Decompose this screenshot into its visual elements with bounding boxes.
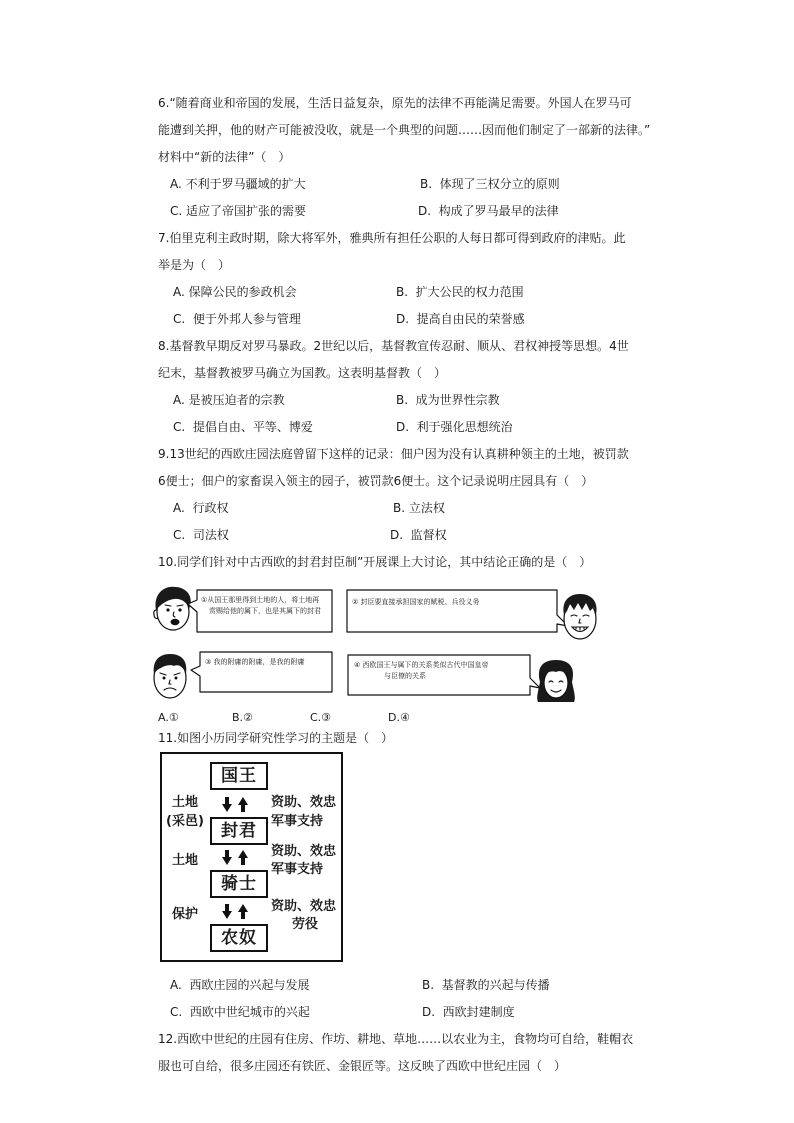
q7-stem-line-1: 7.伯里克利主政时期，除大将军外，雅典所有担任公职的人每日都可得到政府的津贴。此 <box>158 231 626 245</box>
q7-option-a: A. 保障公民的参政机会 <box>173 285 297 299</box>
bubble-4-line-2: 与臣僚的关系 <box>384 672 426 680</box>
up-arrow-icon <box>238 904 248 919</box>
left-eye <box>166 608 169 611</box>
q12-stem-line-2: 服也可自给，很多庄园还有铁匠、金银匠等。这反映了西欧中世纪庄园（ ） <box>158 1059 567 1073</box>
speech-bubble-2 <box>347 590 568 632</box>
up-arrow-icon <box>238 797 248 812</box>
arrow-pair-2 <box>222 850 252 865</box>
q6-option-d: D. 构成了罗马最早的法律 <box>418 204 559 218</box>
q6-stem-line-3: 材料中“新的法律”（ ） <box>158 150 291 164</box>
q8-stem-line-2: 纪末，基督教被罗马确立为国教。这表明基督教（ ） <box>158 366 447 380</box>
q8-stem-line-1: 8.基督教早期反对罗马暴政。2世纪以后，基督教宣传忍耐、顺从、君权神授等思想。4世 <box>158 339 629 353</box>
left-eye <box>163 677 166 680</box>
girl-face-4-illustration <box>537 660 575 702</box>
boy-face-1-illustration <box>154 587 191 630</box>
q9-option-a: A. 行政权 <box>173 501 229 515</box>
rank-box-knight: 骑士 <box>210 870 268 898</box>
feudal-hierarchy-diagram <box>160 752 343 962</box>
q9-option-d: D. 监督权 <box>390 528 447 542</box>
discussion-speech-bubbles-figure <box>148 582 608 707</box>
right-eye <box>175 677 178 680</box>
q6-stem-line-2: 能遭到关押，他的财产可能被没收，就是一个典型的问题……因而他们制定了一部新的法律。” <box>158 123 651 137</box>
up-label-military-1: 军事支持 <box>271 814 324 829</box>
up-label-military-2: 军事支持 <box>271 862 324 877</box>
q7-option-b: B. 扩大公民的权力范围 <box>396 285 524 299</box>
q7-option-c: C. 便于外邦人参与管理 <box>173 312 301 326</box>
bubble-2-line-1: ② 封臣要直接承担国家的赋税、兵役义务 <box>352 598 480 606</box>
q10-option-d: D.④ <box>388 711 410 724</box>
open-mouth <box>171 619 180 625</box>
arrow-pair-1 <box>222 797 252 812</box>
down-arrow-icon <box>222 797 232 812</box>
up-label-support-loyalty-3: 资助、效忠 <box>271 899 337 914</box>
q9-option-c: C. 司法权 <box>173 528 229 542</box>
down-label-fief: (采邑) <box>166 814 204 829</box>
up-arrow-icon <box>238 850 248 865</box>
q6-stem-line-1: 6.“随着商业和帝国的发展，生活日益复杂，原先的法律不再能满足需要。外国人在罗马可 <box>158 96 632 110</box>
q11-option-d: D. 西欧封建制度 <box>422 1005 515 1019</box>
down-label-protection: 保护 <box>172 907 199 922</box>
rank-box-serf: 农奴 <box>210 924 268 952</box>
bubble-4-line-1: ④ 西欧国王与属下的关系类似古代中国皇帝 <box>354 661 489 669</box>
q9-stem-line-2: 6便士；佃户的家畜误入领主的园子，被罚款6便士。这个记录说明庄园具有（ ） <box>158 474 594 488</box>
q6-option-b: B. 体现了三权分立的原则 <box>420 177 560 191</box>
down-arrow-icon <box>222 850 232 865</box>
q10-option-a: A.① <box>158 711 179 724</box>
down-label-land: 土地 <box>172 795 199 810</box>
up-label-support-loyalty-2: 资助、效忠 <box>271 844 337 859</box>
q6-option-a: A. 不利于罗马疆域的扩大 <box>170 177 306 191</box>
boy-face-3-illustration <box>154 654 187 698</box>
bubble-1-line-1: ①从国王那里得到土地的人，将土地再 <box>201 596 320 604</box>
q11-option-a: A. 西欧庄园的兴起与发展 <box>170 978 310 992</box>
q6-option-c: C. 适应了帝国扩张的需要 <box>170 204 307 218</box>
bubble-1-line-2: 赏赐给他的属下，也是其属下的封君 <box>209 607 321 615</box>
q8-option-d: D. 利于强化思想统治 <box>396 420 513 434</box>
q10-option-c: C.③ <box>310 711 332 724</box>
down-arrow-icon <box>222 904 232 919</box>
q7-stem-line-2: 举是为（ ） <box>158 258 231 272</box>
q11-stem-line-1: 11.如图小历同学研究性学习的主题是（ ） <box>158 731 394 745</box>
q11-option-b: B. 基督教的兴起与传播 <box>422 978 550 992</box>
up-label-labor: 劳役 <box>292 917 319 932</box>
q7-option-d: D. 提高自由民的荣誉感 <box>396 312 525 326</box>
down-label-land-2: 土地 <box>172 853 199 868</box>
q8-option-c: C. 提倡自由、平等、博爱 <box>173 420 313 434</box>
q12-stem-line-1: 12.西欧中世纪的庄园有住房、作坊、耕地、草地……以农业为主，食物均可自给，鞋帽衣 <box>158 1032 634 1046</box>
q8-option-b: B. 成为世界性宗教 <box>396 393 500 407</box>
up-label-support-loyalty-1: 资助、效忠 <box>271 795 337 810</box>
q8-option-a: A. 是被压迫者的宗教 <box>173 393 285 407</box>
rank-box-king: 国王 <box>210 762 268 790</box>
q11-option-c: C. 西欧中世纪城市的兴起 <box>170 1005 310 1019</box>
q10-option-b: B.② <box>232 711 253 724</box>
bubble-3-line-1: ③ 我的附庸的附庸，是我的附庸 <box>205 658 305 666</box>
q9-option-b: B. 立法权 <box>393 501 445 515</box>
arrow-pair-3 <box>222 904 252 919</box>
boy-face-2-illustration <box>563 594 596 639</box>
q9-stem-line-1: 9.13世纪的西欧庄园法庭曾留下这样的记录：佃户因为没有认真耕种领主的土地，被罚款 <box>158 447 629 461</box>
rank-box-lord: 封君 <box>210 817 268 845</box>
q10-stem-line-1: 10.同学们针对中古西欧的封君封臣制”开展课上大讨论，其中结论正确的是（ ） <box>158 555 592 569</box>
right-eye <box>178 608 181 611</box>
